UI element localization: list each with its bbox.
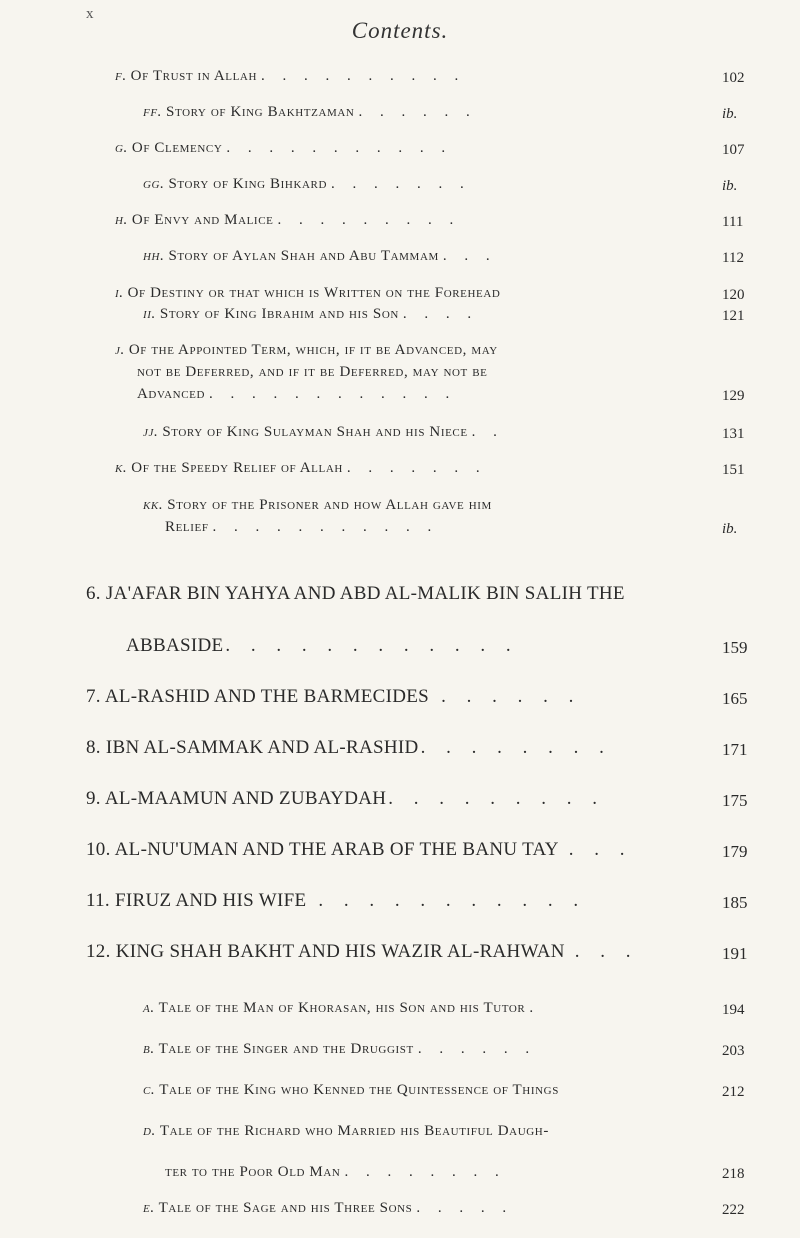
toc-entry: j. Of the Appointed Term, which, if it be Advanced, may	[115, 342, 498, 358]
toc-page: 151	[722, 462, 745, 478]
page-number: x	[86, 6, 94, 22]
tale-entry: a. Tale of the Man of Khorasan, his Son and his Tutor .	[143, 1000, 541, 1016]
toc-page: ib.	[722, 178, 738, 194]
toc-entry: hh. Story of Aylan Shah and Abu Tammam . . .	[143, 248, 497, 264]
chapter-entry: 8. IBN AL-SAMMAK AND AL-RASHID . . . . . . . .	[86, 737, 612, 758]
chapter-page: 179	[722, 842, 748, 861]
tale-page: 218	[722, 1166, 745, 1182]
toc-page: ib.	[722, 521, 738, 537]
toc-entry: kk. Story of the Prisoner and how Allah gave him	[143, 497, 492, 513]
toc-entry-continuation: Relief . . . . . . . . . . .	[165, 519, 439, 535]
toc-page: 121	[722, 308, 745, 324]
tale-entry-continuation: ter to the Poor Old Man . . . . . . . .	[165, 1164, 506, 1180]
tale-page: 203	[722, 1043, 745, 1059]
chapter-entry: 12. KING SHAH BAKHT AND HIS WAZIR AL-RAHWAN . . .	[86, 941, 639, 962]
toc-entry: ii. Story of King Ibrahim and his Son . . . .	[143, 306, 479, 322]
toc-entry: f. Of Trust in Allah . . . . . . . . . .	[115, 68, 466, 84]
chapter-entry-continuation: ABBASIDE . . . . . . . . . . . .	[126, 635, 519, 656]
chapter-page: 185	[722, 893, 748, 912]
tale-page: 212	[722, 1084, 745, 1100]
tale-entry: e. Tale of the Sage and his Three Sons . . . . .	[143, 1200, 514, 1216]
chapter-entry: 6. JA'AFAR BIN YAHYA AND ABD AL-MALIK BIN SALIH THE	[86, 583, 625, 604]
toc-entry: ff. Story of King Bakhtzaman . . . . . .	[143, 104, 477, 120]
tale-page: 194	[722, 1002, 745, 1018]
toc-entry: h. Of Envy and Malice . . . . . . . . .	[115, 212, 461, 228]
toc-page: ib.	[722, 106, 738, 122]
toc-entry: g. Of Clemency . . . . . . . . . . .	[115, 140, 453, 156]
tale-page: 222	[722, 1202, 745, 1218]
chapter-page: 165	[722, 689, 748, 708]
toc-page: 131	[722, 426, 745, 442]
chapter-page: 191	[722, 944, 748, 963]
toc-entry: k. Of the Speedy Relief of Allah . . . . . . .	[115, 460, 487, 476]
toc-page: 102	[722, 70, 745, 86]
toc-entry: jj. Story of King Sulayman Shah and his Niece . .	[143, 424, 504, 440]
toc-page: 111	[722, 214, 744, 230]
toc-entry-continuation: Advanced . . . . . . . . . . . .	[137, 386, 457, 402]
running-title: Contents.	[351, 18, 449, 43]
tale-entry: d. Tale of the Richard who Married his Beautiful Daugh-	[143, 1123, 549, 1139]
page-header	[0, 0, 800, 60]
toc-page: 129	[722, 388, 745, 404]
toc-page: 112	[722, 250, 744, 266]
toc-page: 120	[722, 287, 745, 303]
toc-entry-continuation: not be Deferred, and if it be Deferred, may not be	[137, 364, 488, 380]
chapter-entry: 7. AL-RASHID AND THE BARMECIDES . . . . . .	[86, 686, 582, 707]
chapter-entry: 10. AL-NU'UMAN AND THE ARAB OF THE BANU TAY . . .	[86, 839, 633, 860]
toc-entry: gg. Story of King Bihkard . . . . . . .	[143, 176, 471, 192]
toc-entry: i. Of Destiny or that which is Written on the Forehead	[115, 285, 501, 301]
chapter-page: 159	[722, 638, 748, 657]
toc-page: 107	[722, 142, 745, 158]
chapter-entry: 11. FIRUZ AND HIS WIFE . . . . . . . . . . .	[86, 890, 587, 911]
tale-entry: c. Tale of the King who Kenned the Quintessence of Things	[143, 1082, 559, 1098]
chapter-entry: 9. AL-MAAMUN AND ZUBAYDAH . . . . . . . . .	[86, 788, 606, 809]
tale-entry: b. Tale of the Singer and the Druggist . . . . . .	[143, 1041, 537, 1057]
chapter-page: 175	[722, 791, 748, 810]
chapter-page: 171	[722, 740, 748, 759]
